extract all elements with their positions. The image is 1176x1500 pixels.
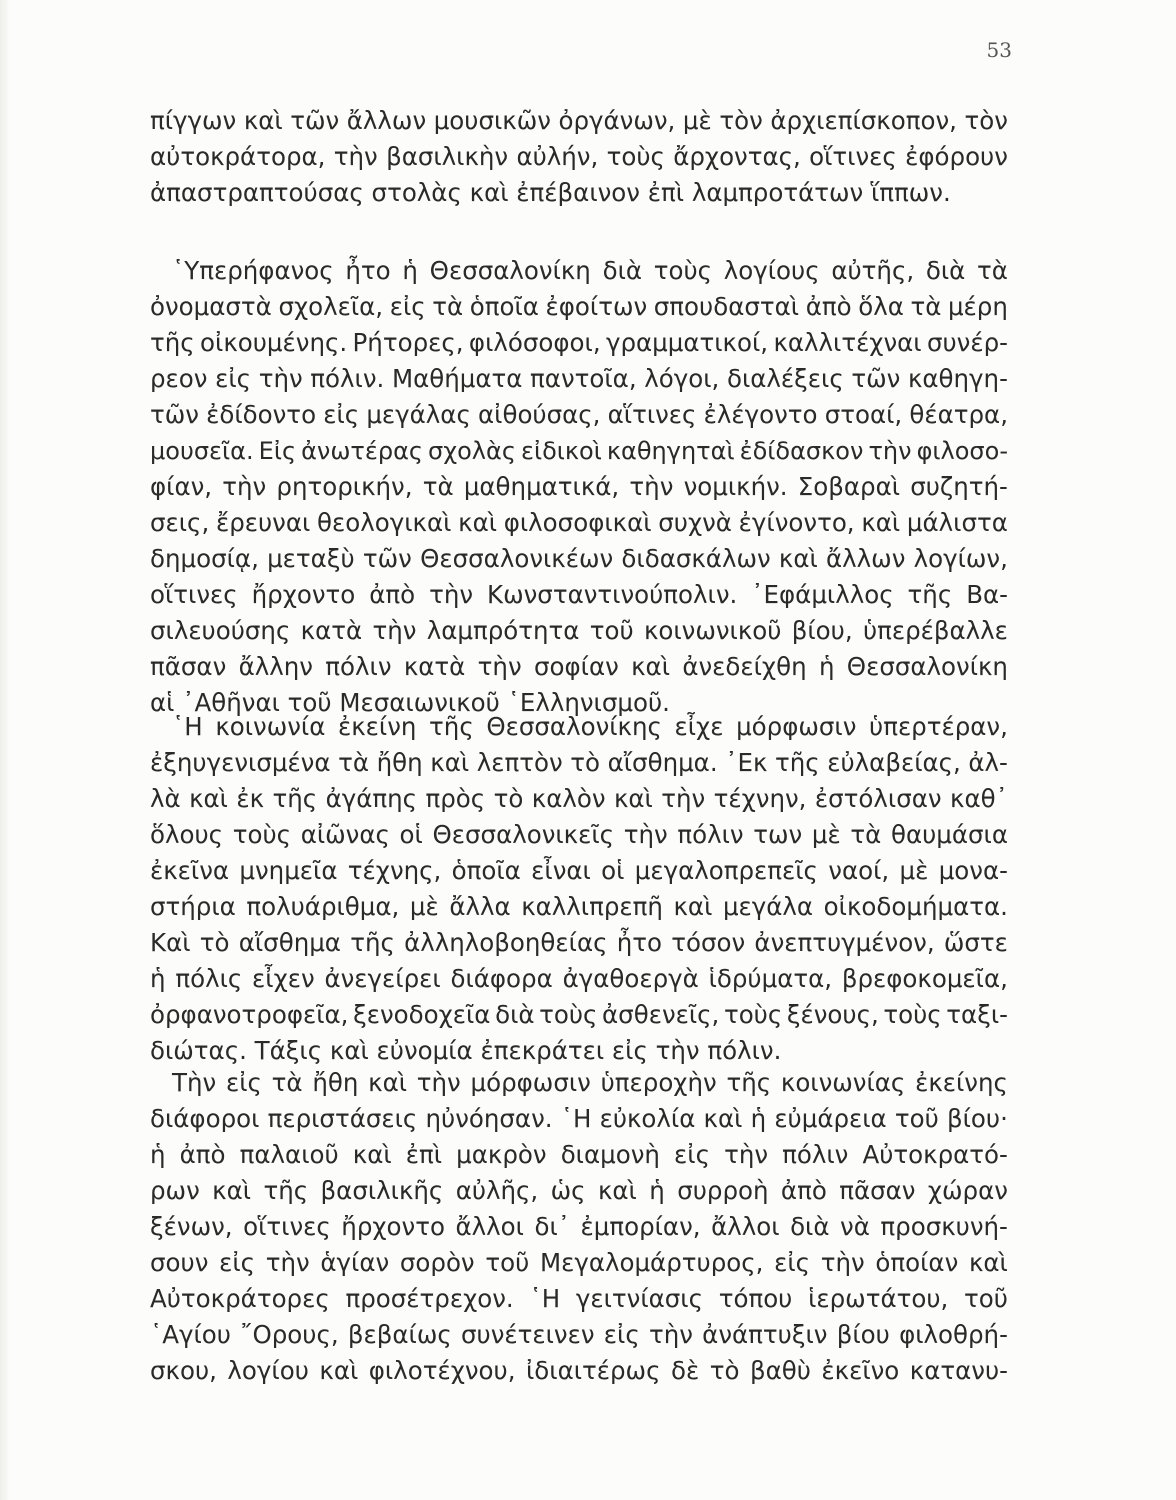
text-line: ρων καὶ τῆς βασιλικῆς αὐλῆς, ὡς καὶ ἡ συρροὴ ἀπὸ πᾶσαν χώραν — [150, 1176, 1008, 1205]
text-line: σεις, ἔρευναι θεολογικαὶ καὶ φιλοσοφικαὶ συχνὰ ἐγίνοντο, καὶ μάλιστα — [150, 508, 1008, 537]
text-line: σιλευούσης κατὰ τὴν λαμπρότητα τοῦ κοινωνικοῦ βίου, ὑπερέβαλλε — [150, 616, 1008, 645]
text-line: δημοσίᾳ, μεταξὺ τῶν Θεσσαλονικέων διδασκάλων καὶ ἄλλων λογίων, — [150, 544, 1008, 573]
text-line: διάφοροι περιστάσεις ηὐνόησαν. ῾Η εὐκολία καὶ ἡ εὐμάρεια τοῦ βίου· — [150, 1104, 1008, 1133]
text-line: ὀνομαστὰ σχολεῖα, εἰς τὰ ὁποῖα ἐφοίτων σπουδασταὶ ἀπὸ ὅλα τὰ μέρη — [150, 292, 1008, 321]
text-line: ἐκεῖνα μνημεῖα τέχνης, ὁποῖα εἶναι οἱ μεγαλοπρεπεῖς ναοί, μὲ μονα- — [150, 856, 1008, 885]
text-line: μουσεῖα. Εἰς ἀνωτέρας σχολὰς εἰδικοὶ καθηγηταὶ ἐδίδασκον τὴν φιλοσο- — [150, 437, 1008, 465]
text-line: αἱ ᾿Αθῆναι τοῦ Μεσαιωνικοῦ ῾Ελληνισμοῦ. — [150, 688, 670, 717]
text-line: λὰ καὶ ἐκ τῆς ἀγάπης πρὸς τὸ καλὸν καὶ τὴν τέχνην, ἐστόλισαν καθ᾿ — [150, 784, 1008, 813]
text-line: ῾Αγίου ῎Ορους, βεβαίως συνέτεινεν εἰς τὴν ἀνάπτυξιν βίου φιλοθρή- — [150, 1320, 1008, 1349]
text-line: φίαν, τὴν ρητορικήν, τὰ μαθηματικά, τὴν νομικήν. Σοβαραὶ συζητή- — [150, 472, 1008, 501]
text-line: ἡ ἀπὸ παλαιοῦ καὶ ἐπὶ μακρὸν διαμονὴ εἰς τὴν πόλιν Αὐτοκρατό- — [150, 1140, 1008, 1169]
text-line: σκου, λογίου καὶ φιλοτέχνου, ἰδιαιτέρως δὲ τὸ βαθὺ ἐκεῖνο κατανυ- — [150, 1356, 1008, 1385]
text-line: ῾Η κοινωνία ἐκείνη τῆς Θεσσαλονίκης εἶχε μόρφωσιν ὑπερτέραν, — [172, 712, 1008, 741]
text-line: οἵτινες ἤρχοντο ἀπὸ τὴν Κωνσταντινούπολιν. ᾿Εφάμιλλος τῆς Βα- — [150, 580, 1008, 609]
text-line: Τὴν εἰς τὰ ἤθη καὶ τὴν μόρφωσιν ὑπεροχὴν τῆς κοινωνίας ἐκείνης — [172, 1068, 1008, 1097]
text-line: διώτας. Τάξις καὶ εὐνομία ἐπεκράτει εἰς τὴν πόλιν. — [150, 1036, 782, 1065]
text-line: πίγγων καὶ τῶν ἄλλων μουσικῶν ὀργάνων, μὲ τὸν ἀρχιεπίσκοπον, τὸν — [150, 106, 1008, 135]
text-line: ῾Υπερήφανος ἦτο ἡ Θεσσαλονίκη διὰ τοὺς λογίους αὐτῆς, διὰ τὰ — [172, 256, 1008, 285]
text-line: ὅλους τοὺς αἰῶνας οἱ Θεσσαλονικεῖς τὴν πόλιν των μὲ τὰ θαυμάσια — [150, 820, 1008, 849]
text-line: Καὶ τὸ αἴσθημα τῆς ἀλληλοβοηθείας ἦτο τόσον ἀνεπτυγμένον, ὥστε — [150, 928, 1008, 957]
text-line: ξένων, οἵτινες ἤρχοντο ἄλλοι δι᾿ ἐμπορίαν, ἄλλοι διὰ νὰ προσκυνή- — [150, 1212, 1008, 1241]
text-line: ὀρφανοτροφεῖα, ξενοδοχεῖα διὰ τοὺς ἀσθενεῖς, τοὺς ξένους, τοὺς ταξι- — [150, 1000, 1008, 1029]
text-line: στήρια πολυάριθμα, μὲ ἄλλα καλλιπρεπῆ καὶ μεγάλα οἰκοδομήματα. — [150, 892, 1008, 921]
text-line: ἀπαστραπτούσας στολὰς καὶ ἐπέβαινον ἐπὶ λαμπροτάτων ἵππων. — [150, 178, 951, 207]
text-line: τῆς οἰκουμένης. Ρήτορες, φιλόσοφοι, γραμματικοί, καλλιτέχναι συνέρ- — [150, 328, 1008, 357]
page-left-edge — [0, 0, 10, 1500]
text-line: αὐτοκράτορα, τὴν βασιλικὴν αὐλήν, τοὺς ἄρχοντας, οἵτινες ἐφόρουν — [150, 142, 1008, 171]
text-line: ρεον εἰς τὴν πόλιν. Μαθήματα παντοῖα, λόγοι, διαλέξεις τῶν καθηγη- — [150, 364, 1008, 393]
text-line: ἡ πόλις εἶχεν ἀνεγείρει διάφορα ἀγαθοεργὰ ἱδρύματα, βρεφοκομεῖα, — [150, 964, 1008, 993]
text-line: Αὐτοκράτορες προσέτρεχον. ῾Η γειτνίασις τόπου ἱερωτάτου, τοῦ — [150, 1284, 1008, 1313]
text-line: τῶν ἐδίδοντο εἰς μεγάλας αἰθούσας, αἵτινες ἐλέγοντο στοαί, θέατρα, — [150, 400, 1008, 429]
page-number: 53 — [986, 38, 1012, 62]
text-line: σουν εἰς τὴν ἁγίαν σορὸν τοῦ Μεγαλομάρτυρος, εἰς τὴν ὁποίαν καὶ — [150, 1248, 1008, 1277]
text-line: πᾶσαν ἄλλην πόλιν κατὰ τὴν σοφίαν καὶ ἀνεδείχθη ἡ Θεσσαλονίκη — [150, 652, 1008, 681]
text-line: ἐξηυγενισμένα τὰ ἤθη καὶ λεπτὸν τὸ αἴσθημα. ᾿Εκ τῆς εὐλαβείας, ἀλ- — [150, 748, 1008, 777]
